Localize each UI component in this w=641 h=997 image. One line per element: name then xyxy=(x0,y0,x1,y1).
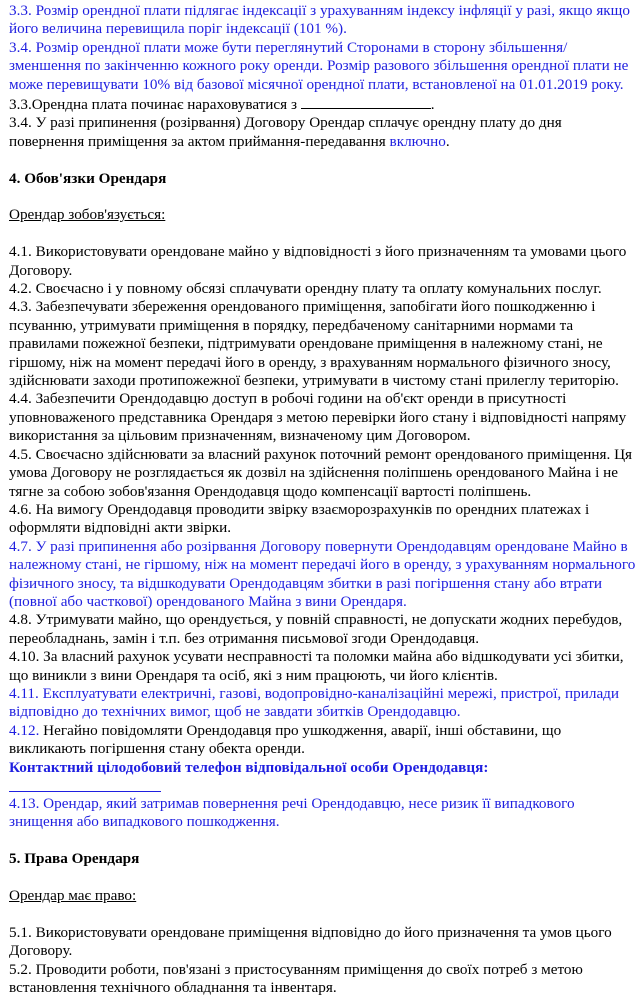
clause-3-4-inclusive: включно xyxy=(389,132,446,150)
spacer xyxy=(9,869,637,887)
clause-4-2: 4.2. Своєчасно і у повному обсязі сплачувати орендну плату та оплату комунальних послуг. xyxy=(9,280,602,298)
clause-4-12-text: Негайно повідомляти Орендодавця про ушкодження, аварії, інші обставини, що викликають погіршення стану обекта оренди. xyxy=(9,721,562,758)
contact-phone-blank xyxy=(9,777,161,792)
clause-3-4-termination-end: . xyxy=(445,132,450,150)
clause-4-3: 4.3. Забезпечувати збереження орендованого приміщення, запобігати його пошкодженню і псуванню, утримувати приміщення в порядку, передбаченому санітарними нормами та правилами пожежної безпеки, підтримувати орендоване приміщення в належному стані, не гіршому, ніж на момент передачі його в оренду, з врахуванням нормального фізичного зносу, здійснювати заходи протипожежної безпеки, утримувати в чистому стані прилеглу територію. xyxy=(9,298,619,390)
clause-4-1: 4.1. Використовувати орендоване майно у відповідності з його призначенням та умовами цього Договору. xyxy=(9,243,627,279)
clause-4-13: 4.13. Орендар, який затримав повернення речі Орендодавцю, несе ризик її випадкового знищення або випадкового пошкодження. xyxy=(9,795,575,831)
clause-3-3-rent-start-end: . xyxy=(430,96,435,114)
section-4-heading: 4. Обов'язки Орендаря xyxy=(9,169,167,187)
section-4-intro: Орендар зобов'язується: xyxy=(9,206,166,224)
clause-3-4-rent-review: 3.4. Розмір орендної плати може бути переглянутий Сторонами в сторону збільшення/зменшення по закінченню кожного року оренди. Розмір разового збільшення орендної плати не може перевищувати 10% від базової місячної орендної плати, встановленої на 01.01.2019 року. xyxy=(9,38,629,93)
clause-4-11: 4.11. Експлуатувати електричні, газові, водопровідно-каналізаційні мережі, пристрої, прилади відповідно до технічних вимог, щоб не завдати збитків Орендодавцю. xyxy=(9,684,620,721)
clause-3-4-termination-text: 3.4. У разі припинення (розірвання) Договору Орендар сплачує орендну плату до дня повернення приміщення за актом приймання-передавання xyxy=(9,114,562,150)
clause-3-4-termination xyxy=(9,114,637,151)
clause-4-10: 4.10. За власний рахунок усувати несправності та поломки майна або відшкодувати усі збитки, що виникли з вини Орендаря та осіб, які з ним працюють, чи його клієнтів. xyxy=(9,648,624,684)
section-5-intro: Орендар має право: xyxy=(9,887,137,905)
clause-4-4: 4.4. Забезпечити Орендодавцю доступ в робочі години на об'єкт оренди в присутності уповноваженого представника Орендаря з метою перевірки його стану і відповідності напряму використання за цільовим призначенням, визначеному цим Договором. xyxy=(9,390,627,445)
spacer xyxy=(9,832,637,850)
clause-5-1: 5.1. Використовувати орендоване приміщення відповідно до його призначення та умов цього Договору. xyxy=(9,923,612,960)
clause-4-6: 4.6. На вимогу Орендодавця проводити звірку взаєморозрахунків по орендних платежах і оформляти відповідні акти звірки. xyxy=(9,500,590,537)
clause-3-3-rent-start-text: 3.3.Орендна плата починає нараховуватися з xyxy=(9,96,297,114)
clause-5-2: 5.2. Проводити роботи, пов'язані з пристосуванням приміщення до своїх потреб з метою встановлення технічного обладнання та інвентаря. xyxy=(9,960,583,997)
clause-4-8: 4.8. Утримувати майно, що орендується, у повній справності, не допускати жодних перебудов, переобладнань, замін і т.п. без отримання письмової згоди Орендодавця. xyxy=(9,611,623,647)
contact-phone-label: Контактний цілодобовий телефон відповідальної особи Орендодавця: xyxy=(9,758,489,776)
spacer xyxy=(9,151,637,169)
section-5-heading: 5. Права Орендаря xyxy=(9,850,140,868)
clause-4-5: 4.5. Своєчасно здійснювати за власний рахунок поточний ремонт орендованого приміщення. Ця умова Договору не розглядається як дозвіл на здійснення поліпшень орендованого Майна і не тягне за собою зобов'язання Орендодавця щодо компенсації вартості поліпшень. xyxy=(9,445,633,500)
clause-3-3-rent-start xyxy=(9,94,637,114)
clause-4-12-number: 4.12. xyxy=(9,721,40,739)
clause-3-3-indexation: 3.3. Розмір орендної плати підлягає індексації з урахуванням індексу інфляції у разі, якщо якщо його величина перевищила поріг індексації (101 %). xyxy=(9,2,630,38)
spacer xyxy=(9,905,637,923)
spacer xyxy=(9,188,637,206)
spacer xyxy=(9,225,637,243)
clause-4-12 xyxy=(9,722,637,759)
clause-4-7: 4.7. У разі припинення або розірвання Договору повернути Орендодавцям орендоване Майно в належному стані, не гіршому, ніж на момент передачі його в оренду, з урахуванням нормального фізичного зносу, та відшкодувати Орендодавцям збитки в разі погіршення стану або втрати (повної або часткової) орендованого Майна з вини Орендаря. xyxy=(9,537,636,610)
rent-start-date-blank xyxy=(301,94,431,109)
